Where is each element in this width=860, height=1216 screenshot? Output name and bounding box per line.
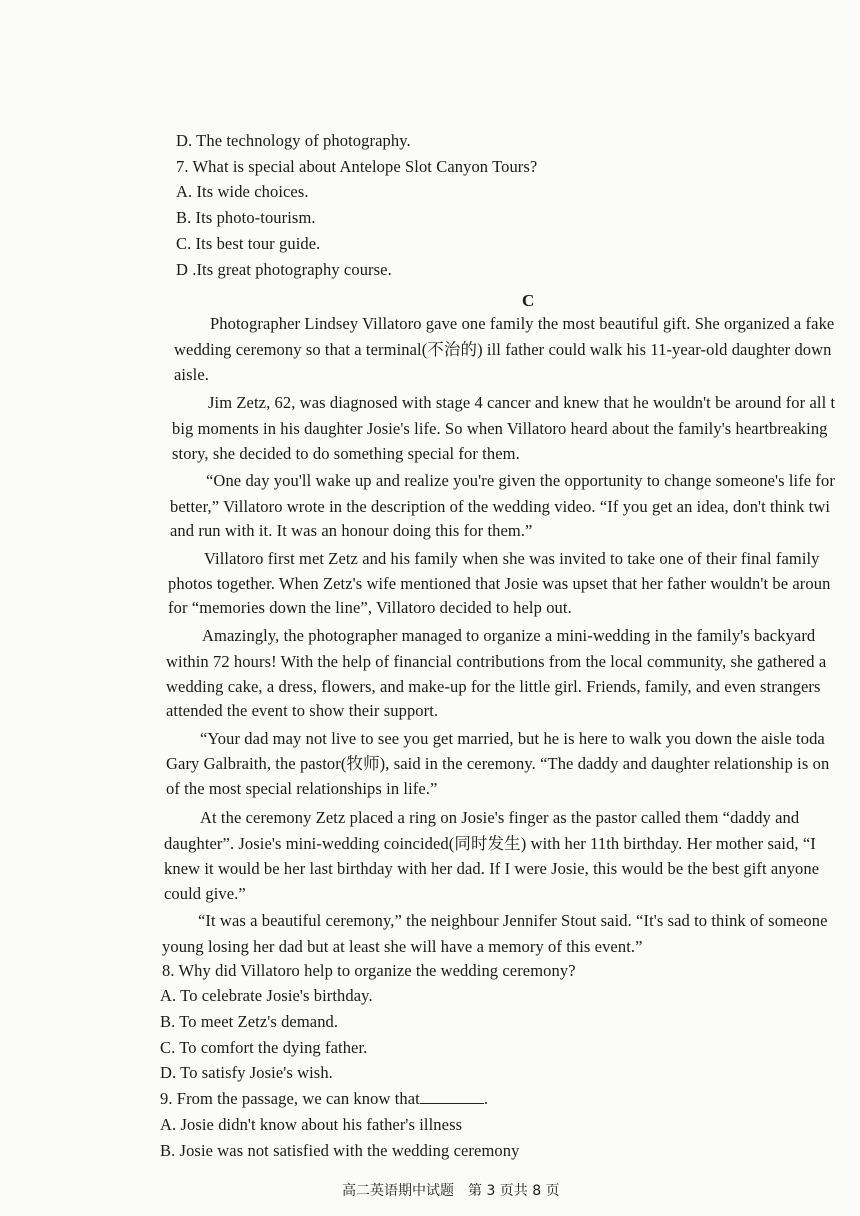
passage-line: within 72 hours! With the help of financial contributions from the local community, she gathered a: [166, 652, 827, 671]
option-d: D. To satisfy Josie's wish.: [160, 1063, 333, 1082]
passage-line: photos together. When Zetz's wife mentioned that Josie was upset that her father wouldn't be aroun: [168, 574, 831, 593]
passage-line: wedding ceremony so that a terminal(不治的) ill father could walk his 11-year-old daughter down: [174, 340, 832, 359]
section-heading: C: [522, 291, 535, 310]
option-b: B. Its photo-tourism.: [176, 208, 316, 227]
option-d-prev: D. The technology of photography.: [176, 131, 411, 150]
passage-line: wedding cake, a dress, flowers, and make-up for the little girl. Friends, family, and even strangers: [166, 677, 821, 696]
passage-line: Villatoro first met Zetz and his family when she was invited to take one of their final family: [204, 549, 820, 568]
answer-blank: [420, 1089, 484, 1104]
passage-line: Gary Galbraith, the pastor(牧师), said in the ceremony. “The daddy and daughter relationship is on: [166, 754, 830, 773]
option-d: D .Its great photography course.: [176, 260, 392, 279]
passage-line: daughter”. Josie's mini-wedding coincided(同时发生) with her 11th birthday. Her mother said, “I: [164, 834, 816, 853]
option-c: C. To comfort the dying father.: [160, 1038, 368, 1057]
option-a: A. Josie didn't know about his father's illness: [160, 1115, 463, 1134]
passage-line: Photographer Lindsey Villatoro gave one family the most beautiful gift. She organized a fake: [210, 314, 835, 333]
passage-line: At the ceremony Zetz placed a ring on Josie's finger as the pastor called them “daddy and: [200, 808, 800, 827]
passage-line: “One day you'll wake up and realize you're given the opportunity to change someone's life for: [206, 471, 835, 490]
passage-line: story, she decided to do something special for them.: [172, 444, 520, 463]
blank-period: .: [483, 1089, 489, 1108]
page-footer: 高二英语期中试题 第 3 页共 8 页: [342, 1183, 560, 1199]
passage-line: aisle.: [174, 365, 209, 384]
passage-line: and run with it. It was an honour doing this for them.”: [170, 521, 533, 540]
option-c: C. Its best tour guide.: [176, 234, 321, 253]
question-8: 8. Why did Villatoro help to organize the wedding ceremony?: [162, 961, 576, 980]
passage-line: “Your dad may not live to see you get married, but he is here to walk you down the aisle toda: [200, 729, 825, 748]
question-7: 7. What is special about Antelope Slot Canyon Tours?: [176, 157, 538, 176]
passage-line: Amazingly, the photographer managed to organize a mini-wedding in the family's backyard: [202, 626, 816, 645]
question-9-text: 9. From the passage, we can know that: [160, 1089, 420, 1108]
option-b: B. Josie was not satisfied with the wedding ceremony: [160, 1141, 520, 1160]
passage-line: attended the event to show their support.: [166, 701, 439, 720]
passage-line: for “memories down the line”, Villatoro decided to help out.: [168, 598, 572, 617]
passage-line: better,” Villatoro wrote in the description of the wedding video. “If you get an idea, don't think twi: [170, 497, 831, 516]
passage-line: could give.”: [164, 884, 246, 903]
passage-line: of the most special relationships in life.”: [166, 779, 438, 798]
option-a: A. To celebrate Josie's birthday.: [160, 986, 373, 1005]
option-a: A. Its wide choices.: [176, 182, 309, 201]
passage-line: young losing her dad but at least she will have a memory of this event.”: [162, 937, 643, 956]
option-b: B. To meet Zetz's demand.: [160, 1012, 339, 1031]
passage-line: “It was a beautiful ceremony,” the neighbour Jennifer Stout said. “It's sad to think of someone: [198, 911, 828, 930]
passage-line: big moments in his daughter Josie's life. So when Villatoro heard about the family's heartbreaking: [172, 419, 828, 438]
passage-line: knew it would be her last birthday with her dad. If I were Josie, this would be the best gift anyone: [164, 859, 820, 878]
question-9: [160, 1088, 488, 1110]
passage-line: Jim Zetz, 62, was diagnosed with stage 4 cancer and knew that he wouldn't be around for all t: [208, 393, 836, 412]
